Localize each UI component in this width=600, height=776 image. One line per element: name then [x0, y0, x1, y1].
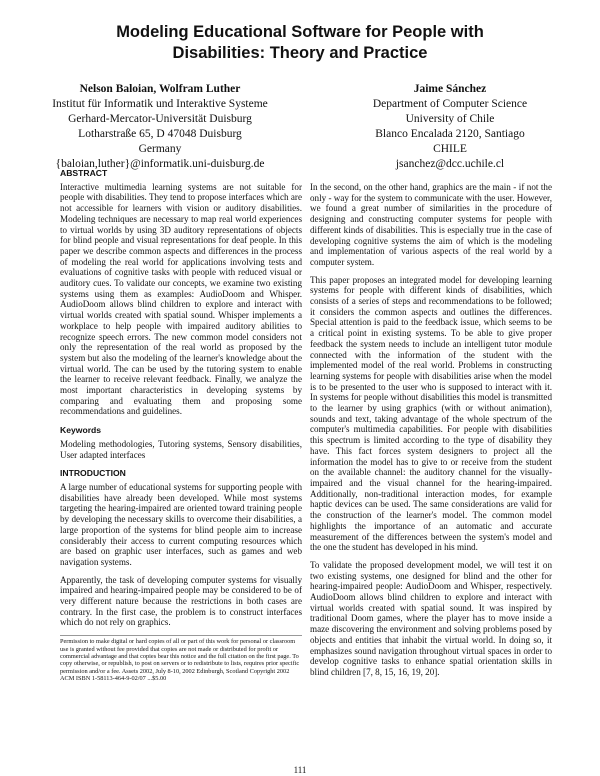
author-country: Germany [138, 143, 182, 155]
intro-paragraph-1: A large number of educational systems for supporting people with disabilities have already been developed. While most systems targeting the hearing-impaired are oriented toward training people by developing the necessary skills to overcome their disabilities, a large proportion of the systems for blind people aim to increase considerably their access to current computing resources which are based on graphic user interfaces, such as games and web navigation systems. [60, 481, 302, 567]
keywords-text: Modeling methodologies, Tutoring systems, Sensory disabilities, User adapted interfaces [60, 438, 302, 460]
author-block-1 [30, 82, 290, 172]
body-paragraph-3: To validate the proposed development model, we will test it on two existing systems, one designed for blind and the other for hearing-impaired people: AudioDoom and Whisper, respectively. AudioDoom allows blind children to explore and interact with virtual worlds created with spatial sound. It was inspired by traditional Doom games, where the player has to move inside a maze discovering the environment and solving problems posed by objects and entities that inhabit the virtual world. In doing so, it emphasizes sound navigation throughout virtual spaces in order to develop cognitive tasks to enhance spatial orientation skills in blind children [7, 8, 15, 16, 19, 20]. [310, 559, 552, 677]
paper-title [60, 22, 540, 64]
permission-notice: Permission to make digital or hard copies of all or part of this work for personal or classroom use is granted without fee provided that copies are not made or distributed for profit or commercial advantage and that copies bear this notice and the full citation on the first page. To copy otherwise, or republish, to post on servers or to redistribute to lists, requires prior specific permission and/or a fee. Assets 2002, July 8-10, 2002 Edinburgh, Scotland Copyright 2002 ACM ISBN 1-58113-464-9-02/07 ...$5.00 [60, 635, 302, 682]
intro-paragraph-2: Apparently, the task of developing computer systems for visually impaired and hearing-impaired people may be considered to be of very different nature because the restrictions in both cases are contrary. In the first case, the problem is to construct interfaces which do not rely on graphics. [60, 574, 302, 628]
author-affiliation: Department of Computer Science [372, 98, 528, 110]
body-paragraph-1: In the second, on the other hand, graphics are the main - if not the only - way for the system to communicate with the user. However, we found a great number of similarities in the procedure of designing and constructing computer systems for people with different kinds of disabilities. This is especially true in the case of developing cognitive systems the aim of which is the modeling and implementation of various aspects of the real world by a computer system. [310, 182, 552, 267]
author-affiliation: Institut für Informatik und Interaktive Systeme [52, 98, 268, 110]
author-university: Gerhard-Mercator-Universität Duisburg [68, 113, 252, 125]
left-column [60, 168, 302, 690]
author-email: {baloian,luther}@informatik.uni-duisburg.de [55, 158, 265, 170]
right-column [310, 182, 552, 685]
author-university: University of Chile [405, 113, 495, 125]
title-line-2: Disabilities: Theory and Practice [172, 44, 428, 62]
title-line-1: Modeling Educational Software for People with [116, 23, 484, 41]
abstract-text: Interactive multimedia learning systems are not suitable for people with disabilities. They tend to propose interfaces which are not accessible for learners with vision or auditory disabilities. Modeling techniques are necessary to map real world experiences to virtual worlds by using 3D auditory representations of objects for blind people and visual representations for deaf people. In this paper we describe common aspects and differences in the process of modeling the real world for applications involving tests and evaluations of cognitive tasks with people with reduced visual or auditory cues. To validate our concepts, we examine two existing systems using them as examples: AudioDoom and Whisper. AudioDoom allows blind children to explore and interact with virtual worlds created with spatial sound. Whisper implements a workplace to help people with impaired auditory abilities to recognize speech errors. The new common model considers not only the representation of the real world as proposed by the system but also the modeling of the learner's knowledge about the virtual world. The can be used by the tutoring system to enable the learner to receive relevant feedback. Finally, we analyze the most important characteristics in developing systems by comparing and evaluating them and proposing some recommendations and guidelines. [60, 181, 302, 417]
author-block-2 [330, 82, 570, 172]
author-email: jsanchez@dcc.uchile.cl [395, 158, 505, 170]
author-address: Blanco Encalada 2120, Santiago [375, 128, 525, 140]
page-number: 111 [293, 765, 307, 775]
author-address: Lotharstraße 65, D 47048 Duisburg [78, 128, 242, 140]
keywords-heading: Keywords [60, 425, 102, 436]
introduction-heading: INTRODUCTION [60, 468, 126, 479]
body-paragraph-2: This paper proposes an integrated model for developing learning systems for people with different kinds of disabilities, which consists of a series of steps and recommendations to be followed; it considers the common aspects and outlines the differences. Special attention is paid to the feedback issue, which seems to be a critical point in existing systems. To be able to give proper feedback the system needs to include an intelligent tutor module connected with the information of the student with the implemented model of the real world. Problems in constructing learning systems for people with disabilities arise when the model is to be presented to the user who is supposed to interact with it. In systems for people without disabilities this model is transmitted to the learner by using graphics (with or without animation), sounds and text, taking advantage of the whole spectrum of the computer's multimedia capabilities. For people with disabilities this spectrum is limited according to the type of disability they have. This fact forces system designers to project all the information the model has to give to or receive from the student on the available channel: the auditory channel for the visually-impaired and the visual channel for the hearing-impaired. Additionally, non-traditional interaction modes, for example haptic devices can be used. The same considerations are valid for the construction of the learner's model. The common model highlights the importance of an automatic and accurate measurement of the differences between the system's model and the one the student has developed in his mind. [310, 274, 552, 553]
author-country: CHILE [433, 143, 467, 155]
abstract-heading: ABSTRACT [60, 168, 108, 178]
author-name: Nelson Baloian, Wolfram Luther [79, 83, 241, 95]
author-name: Jaime Sánchez [413, 83, 487, 95]
